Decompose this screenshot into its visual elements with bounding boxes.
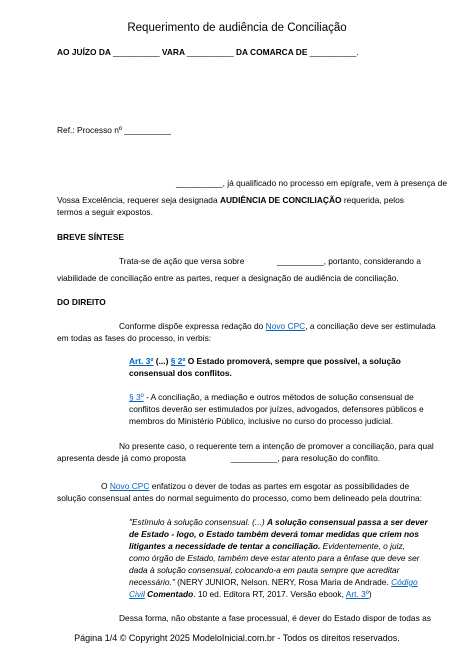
art3-link[interactable]: Art. 3º (129, 356, 154, 366)
address-comarca: DA COMARCA DE (235, 47, 308, 57)
address-blank-juizo: __________ (113, 47, 160, 57)
direito-line-1 (119, 321, 436, 332)
novo-line-1 (101, 481, 409, 492)
intro-audiencia: AUDIÊNCIA DE CONCILIAÇÃO (219, 195, 342, 205)
novo-text-b: enfatizou o dever de todas as partes em esgotar as possibilidades de (149, 481, 410, 491)
address-end: . (356, 47, 359, 57)
quote1-p3-text-1: - A conciliação, a mediação e outros métodos de solução consensual de (143, 392, 414, 402)
intro-text-1: , já qualificado no processo em epígrafe, vem à presença de (222, 178, 447, 188)
presente-blank: __________ (230, 453, 278, 463)
quote2-line-4: como órgão de Estado, também deve estar atento para a ênfase que deve ser (129, 553, 420, 563)
breve-text-1b: , portanto, considerando a (323, 256, 421, 266)
breve-blank: __________ (277, 256, 324, 266)
document-title: Requerimento de audiência de Conciliação (127, 22, 347, 34)
intro-text-2c: requerida, pelos (341, 195, 404, 205)
breve-line-2: viabilidade de conciliação entre as partes, requer a designação de audiência de conciliação. (57, 273, 399, 283)
quote2-text-3b: Evidentemente, o juiz, (320, 541, 406, 551)
novo-line-2: solução consensual antes do normal seguimento do processo, como bem delineado pela doutrina: (57, 493, 423, 503)
quote2-text-7d: ) (368, 589, 372, 599)
quote2-text-6b: (NERY JUNIOR, Nelson. NERY, Rosa Maria de Andrade. (174, 577, 392, 587)
quote2-line-2: de Estado - logo, o Estado também deverá tomar medidas que criem nos (129, 529, 419, 539)
breve-text-1a: Trata-se de ação que versa sobre (119, 256, 245, 266)
ref-blank: __________ (124, 125, 171, 135)
address-juizo: AO JUÍZO DA (57, 47, 111, 57)
codigo-civil-link-2[interactable]: Civil (129, 589, 145, 599)
presente-line-1: No presente caso, o requerente tem a intenção de promover a conciliação, para qual (119, 441, 434, 451)
direito-text-1a: Conforme dispõe expressa redação do (119, 321, 266, 331)
quote2-text-1a: "Estímulo à solução consensual. (...) (129, 517, 267, 527)
section-do-direito: DO DIREITO (57, 297, 106, 307)
quote1-line-4: conflitos deverão ser estimulados por juízes, advogados, defensores públicos e (129, 404, 424, 414)
direito-text-1b: , a conciliação deve ser estimulada (305, 321, 436, 331)
quote2-comentado: Comentado (144, 589, 194, 599)
art3-link-2[interactable]: Art. 3º (345, 589, 369, 599)
quote2-text-1b: A solução consensual passa a ser dever (266, 517, 428, 527)
ref-label: Ref.: Processo nº (57, 125, 122, 135)
presente-text-2b: , para resolução do conflito. (277, 453, 381, 463)
direito-line-2: em todas as fases do processo, in verbis: (57, 333, 212, 343)
par2-link[interactable]: § 2º (170, 356, 186, 366)
novo-text-a: O (101, 481, 110, 491)
quote2-text-6a: necessário." (129, 577, 175, 587)
section-breve-sintese: BREVE SÍNTESE (57, 232, 125, 242)
quote2-text-7c: . 10 ed. Editora RT, 2017. Versão ebook, (193, 589, 346, 599)
quote2-line-5: dada à solução consensual, colocando-a em pauta sempre que acreditar (129, 565, 400, 575)
address-blank-vara: __________ (187, 47, 234, 57)
quote2-line-3 (129, 541, 405, 552)
breve-line-1 (119, 256, 421, 267)
quote2-line-6 (129, 577, 418, 588)
quote1-text-1: O Estado promoverá, sempre que possível, a solução (185, 356, 401, 366)
quote2-line-7 (129, 589, 372, 600)
intro-line-2 (57, 195, 418, 206)
quote2-text-3a: litigantes a necessidade de tentar a conciliação. (129, 541, 321, 551)
quote1-ellipsis: (...) (153, 356, 171, 366)
address-line (57, 47, 359, 58)
address-blank-comarca: __________ (309, 47, 357, 57)
intro-blank: __________ (176, 178, 223, 188)
dessa-forma-line: Dessa forma, não obstante a fase processual, é dever do Estado dispor de todas as (119, 613, 431, 623)
codigo-civil-link[interactable]: Código (391, 577, 418, 587)
par3-link[interactable]: § 3º (129, 392, 144, 402)
novo-cpc-link-2[interactable]: Novo CPC (109, 481, 150, 491)
novo-cpc-link[interactable]: Novo CPC (265, 321, 306, 331)
quote1-line-3 (129, 392, 414, 403)
ref-line (57, 125, 171, 136)
quote1-line-5: membros do Ministério Público, inclusive no curso do processo judicial. (129, 416, 393, 426)
intro-line-1 (176, 178, 447, 189)
page-footer: Página 1/4 © Copyright 2025 ModeloInicial.com.br - Todos os direitos reservados. (74, 633, 400, 643)
address-vara: VARA (161, 47, 185, 57)
intro-line-3: termos a seguir expostos. (57, 207, 153, 217)
presente-text-2a: apresenta desde já como proposta (57, 453, 186, 463)
quote1-line-1 (129, 356, 401, 367)
presente-line-2 (57, 453, 380, 464)
quote1-line-2: consensual dos conflitos. (129, 368, 232, 378)
quote2-line-1 (129, 517, 428, 528)
intro-text-2a: Vossa Excelência, requerer seja designada (57, 195, 220, 205)
